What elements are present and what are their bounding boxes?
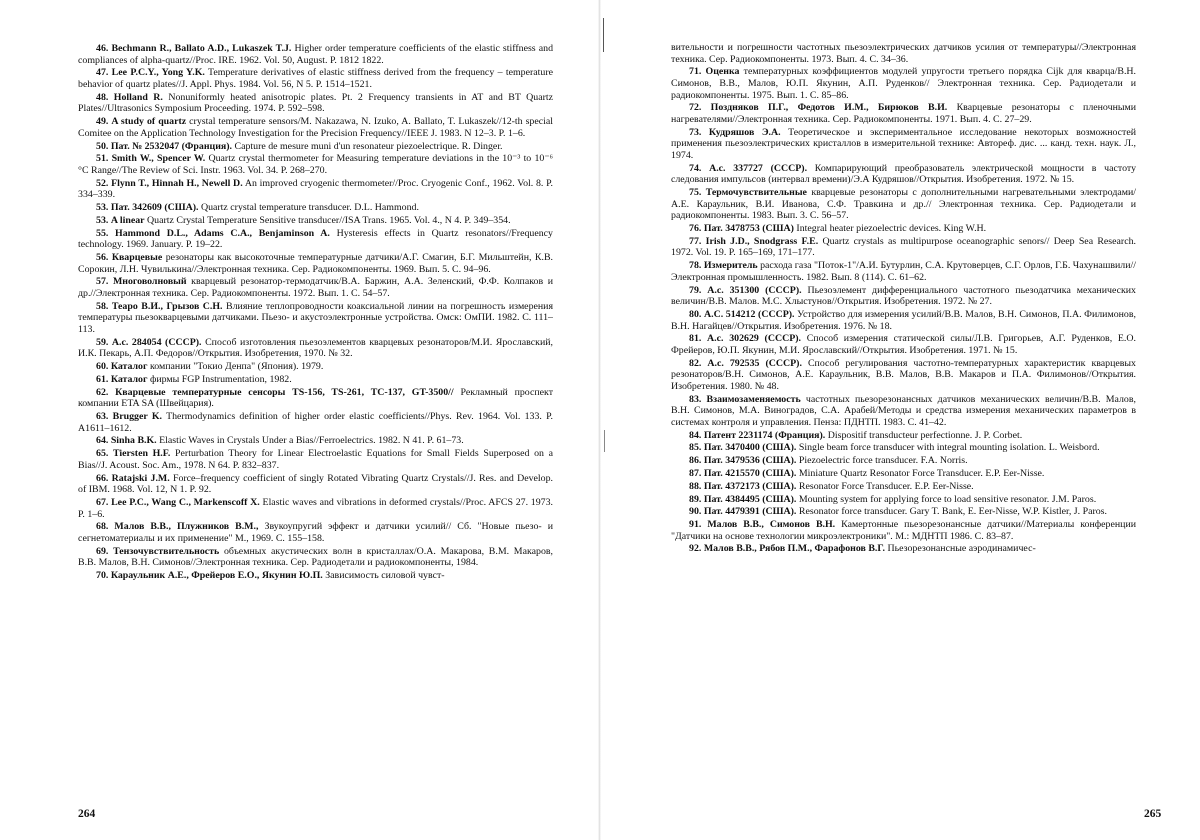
reference-text: crystal temperature sensors/M. Nakazawa, N. Izuko, A. Ballato, T. Lukaszek//12-th special Comitee on the Application Technology Investigation for the Precision Frequency//IEEE J. 1983. N 12–3. P. 1–6. <box>78 116 554 139</box>
reference-entry <box>78 252 553 275</box>
reference-text: Resonator Force Transducer. E.P. Eer-Nisse. <box>798 480 974 492</box>
reference-author: Пат. 342609 (США). <box>110 202 199 214</box>
reference-number: 90. <box>689 506 702 518</box>
reference-entry <box>671 285 1136 308</box>
page-number: 265 <box>1144 808 1162 820</box>
reference-author: Пат. 3478753 (США) <box>703 223 794 235</box>
reference-author: Измеритель <box>703 260 758 272</box>
reference-entry <box>78 435 553 447</box>
reference-text: An improved cryogenic thermometer//Proc. Cryogenic Conf., 1962. Vol. 8. P. 334–339. <box>78 177 554 201</box>
reference-author: Термочувствительные <box>705 187 807 199</box>
reference-entry <box>78 521 553 544</box>
reference-author: Кудряшов Э.А. <box>708 126 781 138</box>
reference-entry <box>78 92 553 115</box>
reference-number: 64. <box>96 435 109 447</box>
reference-number: 68. <box>96 521 109 533</box>
reference-entry <box>671 127 1136 162</box>
reference-text: Теоретическое и экспериментальное исследование некоторых возможностей применения пьезоэлектрических кристаллов в измерительной технике: Автореф. дис. ... канд. техн. наук. Л., 1974. <box>671 126 1137 161</box>
reference-number: 85. <box>689 442 702 454</box>
reference-number: 66. <box>96 472 109 484</box>
reference-text: фирмы FGP Instrumentation, 1982. <box>149 373 292 385</box>
reference-author: Пат. 4384495 (США). <box>703 493 797 505</box>
reference-author: А.С. 514212 (СССР). <box>703 308 795 320</box>
reference-number: 46. <box>96 43 109 54</box>
reference-entry <box>671 494 1136 506</box>
reference-number: 76. <box>689 223 702 235</box>
reference-author: Irish J.D., Snodgrass F.E. <box>705 235 819 247</box>
reference-text: Способ измерения статической силы/Л.В. Григорьев, А.Г. Руденков, Е.О. Фрейеров, Ю.П. Якунин, М.И. Ярославский//Открытия. Изобретения. 1971. № 15. <box>671 333 1136 356</box>
reference-text: Рекламный проспект компании ETA SA (Швейцария). <box>78 386 554 410</box>
reference-text: Elastic waves and vibrations in deformed crystals//Proc. AFCS 27. 1973. P. 1–6. <box>78 496 554 520</box>
right-page <box>601 0 1200 840</box>
reference-entry <box>671 430 1136 442</box>
reference-entry <box>671 358 1136 393</box>
reference-number: 61. <box>96 373 109 385</box>
reference-text: Integral heater piezoelectric devices. King W.H. <box>796 223 987 235</box>
reference-text: Звукоупругий эффект и датчики усилий// Сб. "Новые пьезо- и сегнетоматериалы и их применение" М., 1969. С. 155–158. <box>78 521 554 544</box>
reference-number: 52. <box>96 177 109 189</box>
reference-entry <box>671 543 1136 555</box>
reference-text: Пьезоэлемент дифференциального частотного пьезодатчика механических величин/В.В. Малов. М.С. Хлыстунов//Открытия. Изобретения. 1972. № 27. <box>671 284 1136 308</box>
reference-author: Пат. 4215570 (США). <box>703 467 797 479</box>
reference-number: 59. <box>96 336 109 348</box>
reference-text: компании "Токио Денпа" (Япония). 1979. <box>149 361 324 373</box>
reference-text: Piezoelectric force transducer. F.A. Norris. <box>798 455 968 467</box>
reference-entry <box>78 497 553 520</box>
reference-entry <box>671 481 1136 493</box>
reference-text: Зависимость силовой чувст- <box>325 570 445 582</box>
reference-number: 82. <box>689 357 702 369</box>
reference-text: объемных акустических волн в кристаллах/О.А. Макарова, В.М. Макаров, В.В. Малов, В.Н. Симонов//Электронная техника. Сер. Радиодетали и радиокомпоненты, 1984. <box>78 545 554 569</box>
reference-author: Пат. 4479391 (США). <box>703 506 797 518</box>
reference-entry <box>671 223 1136 235</box>
reference-text: Устройство для измерения усилий/В.В. Малов, В.Н. Симонов, П.А. Филимонов, В.Н. Нагайцев//Открытия. Изобретения. 1976. № 18. <box>671 308 1137 332</box>
reference-author: А.с. 284054 (СССР). <box>111 336 202 348</box>
reference-author: Каталог <box>110 373 148 385</box>
reference-entry <box>671 236 1136 259</box>
reference-author: Bechmann R., Ballato A.D., Lukaszek T.J. <box>111 43 292 54</box>
page-number: 264 <box>78 808 96 820</box>
reference-text: Способ изготовления пьезоэлементов кварцевых резонаторов/М.И. Ярославский, И.К. Пекарь, А.П. Федоров//Открытия. Изобретения, 1970. № 32. <box>78 336 553 360</box>
reference-entry <box>78 301 553 336</box>
reference-number: 91. <box>689 519 702 531</box>
reference-number: 92. <box>689 543 702 555</box>
reference-number: 89. <box>689 493 702 505</box>
reference-text: Камертонные пьезорезонансные датчики//Материалы конференции "Датчики на основе технологии микроэлектроники". М.: МДНТП 1986. С. 83–87. <box>671 519 1137 542</box>
reference-list <box>671 42 1136 556</box>
reference-entry <box>78 276 553 299</box>
reference-text: кварцевый резонатор-термодатчик/В.А. Баржин, А.А. Зеленский, Ф.Ф. Колпаков и др.//Электронная техника. Сер. Радиокомпоненты. 1972. Вып. 1. С. 54–57. <box>78 276 553 299</box>
reference-text: кварцевые резонаторы с дополнительными нагревательными электродами/А.Е. Караульник, В.И. Иванова, С.Ф. Травкина и др.// Электронная техника. Сер. Радиодетали и радиокомпоненты. 1983. Вып. 3. С. 56–57. <box>671 187 1137 222</box>
reference-text: Quartz crystals as multipurpose oceanographic senors// Deep Sea Research. 1972. Vol. 19. P. 165–169, 171–177. <box>671 235 1136 259</box>
reference-number: 58. <box>96 300 109 312</box>
reference-entry <box>78 374 553 386</box>
reference-author: Ratajski J.M. <box>111 472 170 484</box>
reference-text: Mounting system for applying force to load sensitive resonator. J.M. Paros. <box>798 493 1097 505</box>
reference-author: А.с. 351300 (СССР). <box>707 284 802 296</box>
reference-entry <box>78 361 553 373</box>
reference-number: 50. <box>96 140 109 152</box>
reference-text: температурных коэффициентов модулей упругости третьего порядка Cijk для кварца/В.Н. Симонов, В.В., Малов, Ю.П. Якунин, А.П. Руденков// Электронная техника. Сер. Радиодетали и радиокомпоненты. 1975. Вып. 1. С. 85–86. <box>671 66 1137 101</box>
reference-number: 60. <box>96 361 109 373</box>
reference-entry <box>671 442 1136 454</box>
reference-number: 75. <box>689 187 702 199</box>
reference-number: 49. <box>96 116 109 128</box>
reference-entry <box>671 309 1136 332</box>
reference-entry <box>671 187 1136 222</box>
reference-entry <box>78 473 553 496</box>
reference-author: Взаимозаменяемость <box>706 393 801 405</box>
reference-text: Dispositif transducteur perfectionne. J. P. Corbet. <box>827 429 1023 441</box>
reference-number: 53. <box>96 214 109 226</box>
reference-number: 73. <box>689 126 702 138</box>
reference-number: 80. <box>689 308 702 320</box>
reference-author: Sinha B.K. <box>110 435 157 447</box>
reference-text: Perturbation Theory for Linear Electroelastic Equations for Small Fields Superposed on a Bias//J. Acoust. Soc. Am., 1978. N 64. P. 832–837. <box>78 448 554 471</box>
reference-entry <box>671 455 1136 467</box>
reference-author: Малов В.В., Плужников В.М., <box>114 521 259 533</box>
reference-text: Quartz crystal thermometer for Measuring temperature deviations in the 10⁻³ to 10⁻⁶ °C Range//The Review of Sci. Instr. 1963. Vol. 34. P. 268–270. <box>78 153 553 176</box>
reference-entry <box>78 228 553 251</box>
reference-author: Lee P.C., Wang C., Markenscoff X. <box>111 496 260 508</box>
reference-entry <box>671 260 1136 283</box>
reference-author: Hammond D.L., Adams C.A., Benjaminson A. <box>115 227 330 239</box>
reference-entry <box>78 116 553 139</box>
reference-number: 81. <box>689 333 702 345</box>
reference-entry <box>78 202 553 214</box>
reference-entry <box>671 506 1136 518</box>
reference-text: Single beam force transducer with integral mounting isolation. L. Weisbord. <box>798 442 1100 454</box>
reference-text: Hysteresis effects in Quartz resonators//Frequency technology. 1969. January. P. 19–22. <box>78 227 553 251</box>
reference-entry <box>671 394 1136 429</box>
reference-author: Пат. 4372173 (США). <box>703 480 797 492</box>
reference-text: частотных пьезорезонансных датчиков механических величин/В.В. Малов, В.Н. Симонов, М.А. Виноградов, С.А. Арабей/Методы и средства измерения механических параметров в системах контроля и управления. Пенза: ПДНТП. 1983. С. 41–42. <box>671 393 1136 428</box>
reference-text: Miniature Quartz Resonator Force Transducer. E.P. Eer-Nisse. <box>798 467 1045 479</box>
reference-text: Temperature derivatives of elastic stiffness derived from the frequency – temperature behavior of quartz plates//J. Appl. Phys. 1984. Vol. 56, N 5. P. 1514–1521. <box>78 67 553 90</box>
reference-number: 86. <box>689 455 702 467</box>
reference-entry <box>671 102 1136 125</box>
reference-number: 65. <box>96 448 109 460</box>
reference-author: Поздняков П.Г., Федотов И.М., Бирюков В.И. <box>710 102 948 114</box>
reference-author: Tiersten H.F. <box>113 448 171 460</box>
reference-text: Force–frequency coefficient of singly Rotated Vibrating Quartz Crystals//J. Res. and Develop. of IBM. 1968. Vol. 12, N 1. P. 92. <box>78 472 554 496</box>
reference-entry <box>78 570 553 582</box>
reference-author: Пат. 3479536 (США). <box>703 455 797 467</box>
reference-author: Пат. № 2532047 (Франция). <box>110 140 233 152</box>
reference-author: Brugger K. <box>112 411 162 422</box>
reference-author: Кварцевые <box>111 251 163 263</box>
reference-entry <box>671 163 1136 186</box>
reference-entry <box>78 337 553 360</box>
reference-number: 69. <box>96 545 109 557</box>
reference-author: Многоволновый <box>112 276 187 288</box>
reference-author: Каталог <box>110 361 148 373</box>
reference-entry <box>78 546 553 569</box>
reference-number: 55. <box>96 227 109 239</box>
reference-text: Thermodynamics definition of higher order elastic coefficients//Phys. Rev. 1964. Vol. 133. P. A1611–1612. <box>78 411 554 434</box>
reference-number: 71. <box>689 66 702 78</box>
reference-text: Влияние теплопроводности коаксиальной линии на погрешность измерения температуры пьезокварцевыми датчиками. Пьезо- и акустоэлектронные устройства. Омск: ОмПИ. 1982. С. 111–113. <box>78 300 554 335</box>
reference-entry <box>78 153 553 176</box>
reference-number: 62. <box>96 386 109 398</box>
reference-entry <box>78 387 553 410</box>
reference-number: 79. <box>689 284 702 296</box>
reference-entry <box>78 448 553 471</box>
reference-text: расхода газа "Поток-1"/А.И. Бутурлин, С.А. Крутоверцев, С.Г. Орлов, Г.Б. Чахунашвили//Электронная промышленность. 1982. Вып. 8 (114). С. 61–62. <box>671 260 1136 283</box>
reference-number: 74. <box>689 162 702 174</box>
reference-text: Quartz crystal temperature transducer. D.L. Hammond. <box>200 202 419 214</box>
reference-number: 56. <box>96 251 109 263</box>
reference-author: Караульник А.Е., Фрейеров Е.О., Якунин Ю.П. <box>110 570 323 582</box>
reference-author: Тензочувствительность <box>113 545 220 557</box>
reference-text: Пьезорезонансные аэродинамичес- <box>887 543 1036 555</box>
reference-entry <box>671 333 1136 356</box>
reference-number: 83. <box>689 393 702 405</box>
reference-text: Higher order temperature coefficients of the elastic stiffness and compliances of alpha-quartz//Proc. IRE. 1962. Vol. 50, August. P. 1812 1822. <box>78 43 554 66</box>
reference-number: 78. <box>689 260 702 272</box>
reference-list <box>78 43 553 583</box>
reference-author: Holland R. <box>113 91 163 103</box>
reference-number: 67. <box>96 496 109 508</box>
reference-text: Resonator force transducer. Gary T. Bank, E. Eer-Nisse, W.P. Kistler, J. Paros. <box>798 506 1107 518</box>
reference-number: 57. <box>96 276 109 288</box>
reference-entry <box>671 66 1136 101</box>
reference-number: 88. <box>689 480 702 492</box>
reference-author: A study of quartz <box>111 116 187 128</box>
reference-number: 87. <box>689 467 702 479</box>
reference-author: A linear <box>110 214 145 226</box>
reference-entry <box>78 178 553 201</box>
reference-author: Пат. 3470400 (США). <box>703 442 797 454</box>
reference-author: Теаро В.И., Грызов С.Н. <box>111 300 223 312</box>
reference-text: Nonuniformly heated anisotropic plates. Pt. 2 Frequency transients in AT and BT Quartz Plates//Ultrasonics Symposium Proceeding. 1974. P. 592–598. <box>78 91 554 115</box>
reference-author: А.с. 792535 (СССР). <box>707 357 802 369</box>
reference-number: 77. <box>689 235 702 247</box>
reference-number: 48. <box>96 91 109 103</box>
reference-author: Патент 2231174 (Франция). <box>703 429 826 441</box>
reference-author: Flynn T., Hinnah H., Newell D. <box>111 177 243 189</box>
reference-text: Кварцевые резонаторы с пленочными нагревателями//Электронная техника. Сер. Радиокомпоненты. 1971. Вып. 4. С. 27–29. <box>671 102 1137 125</box>
reference-entry <box>78 67 553 90</box>
reference-entry <box>671 468 1136 480</box>
reference-author: Оценка <box>705 66 740 78</box>
reference-text: Capture de mesure muni d'un resonateur piezoelectrique. R. Dinger. <box>234 140 503 152</box>
reference-entry <box>671 519 1136 542</box>
reference-number: 47. <box>96 67 109 79</box>
reference-text: Elastic Waves in Crystals Under a Bias//Ferroelectrics. 1982. N 41. P. 61–73. <box>159 435 464 447</box>
reference-number: 72. <box>689 102 702 114</box>
reference-author: Кварцевые температурные сенсоры TS-156, TS-261, TC-137, GT-3500// <box>115 386 454 398</box>
reference-number: 84. <box>689 429 702 441</box>
reference-author: Малов В.В., Рябов П.М., Фарафонов В.Г. <box>703 543 886 555</box>
reference-entry <box>78 141 553 153</box>
reference-author: Малов В.В., Симонов В.Н. <box>707 519 836 531</box>
reference-text: Компарирующий преобразователь электрической мощности в частоту следования импульсов (интервал времени)/Э.А Кудряшов//Открытия. Изобретения. 1972. № 15. <box>671 162 1137 186</box>
reference-number: 51. <box>96 153 109 165</box>
reference-text: Quartz Crystal Temperature Sensitive transducer//ISA Trans. 1965. Vol. 4., N 4. P. 349–354. <box>147 214 511 226</box>
reference-author: Lee P.C.Y., Yong Y.K. <box>111 67 205 79</box>
reference-number: 53. <box>96 202 109 214</box>
reference-entry <box>78 215 553 227</box>
reference-number: 70. <box>96 570 109 582</box>
reference-text: Способ регулирования частотно-температурных характеристик кварцевых резонаторов/В.Н. Симонов, А.Е. Караульник, В.В. Малов, В.В. Макаров и П.А. Филимонов//Открытия. Изобретения. 1980. № 48. <box>671 357 1136 392</box>
reference-author: А.с. 302629 (СССР). <box>707 333 801 345</box>
reference-author: А.с. 337727 (СССР). <box>709 162 808 174</box>
reference-entry <box>78 411 553 434</box>
reference-entry <box>78 43 553 66</box>
reference-number: 63. <box>96 411 109 422</box>
reference-continuation: вительности и погрешности частотных пьезоэлектрических датчиков усилия от температуры//Электронная техника. Сер. Радиокомпоненты. 1973. Вып. 4. С. 34–36. <box>671 42 1136 65</box>
reference-author: Smith W., Spencer W. <box>111 153 206 165</box>
reference-text: резонаторы как высокоточные температурные датчики/А.Г. Смагин, Б.Г. Мильштейн, К.В. Сорокин, Л.Н. Чувилькина//Электронная техника. Сер. Радиокомпоненты. 1969. Вып. 5. С. 94–96. <box>78 251 554 275</box>
